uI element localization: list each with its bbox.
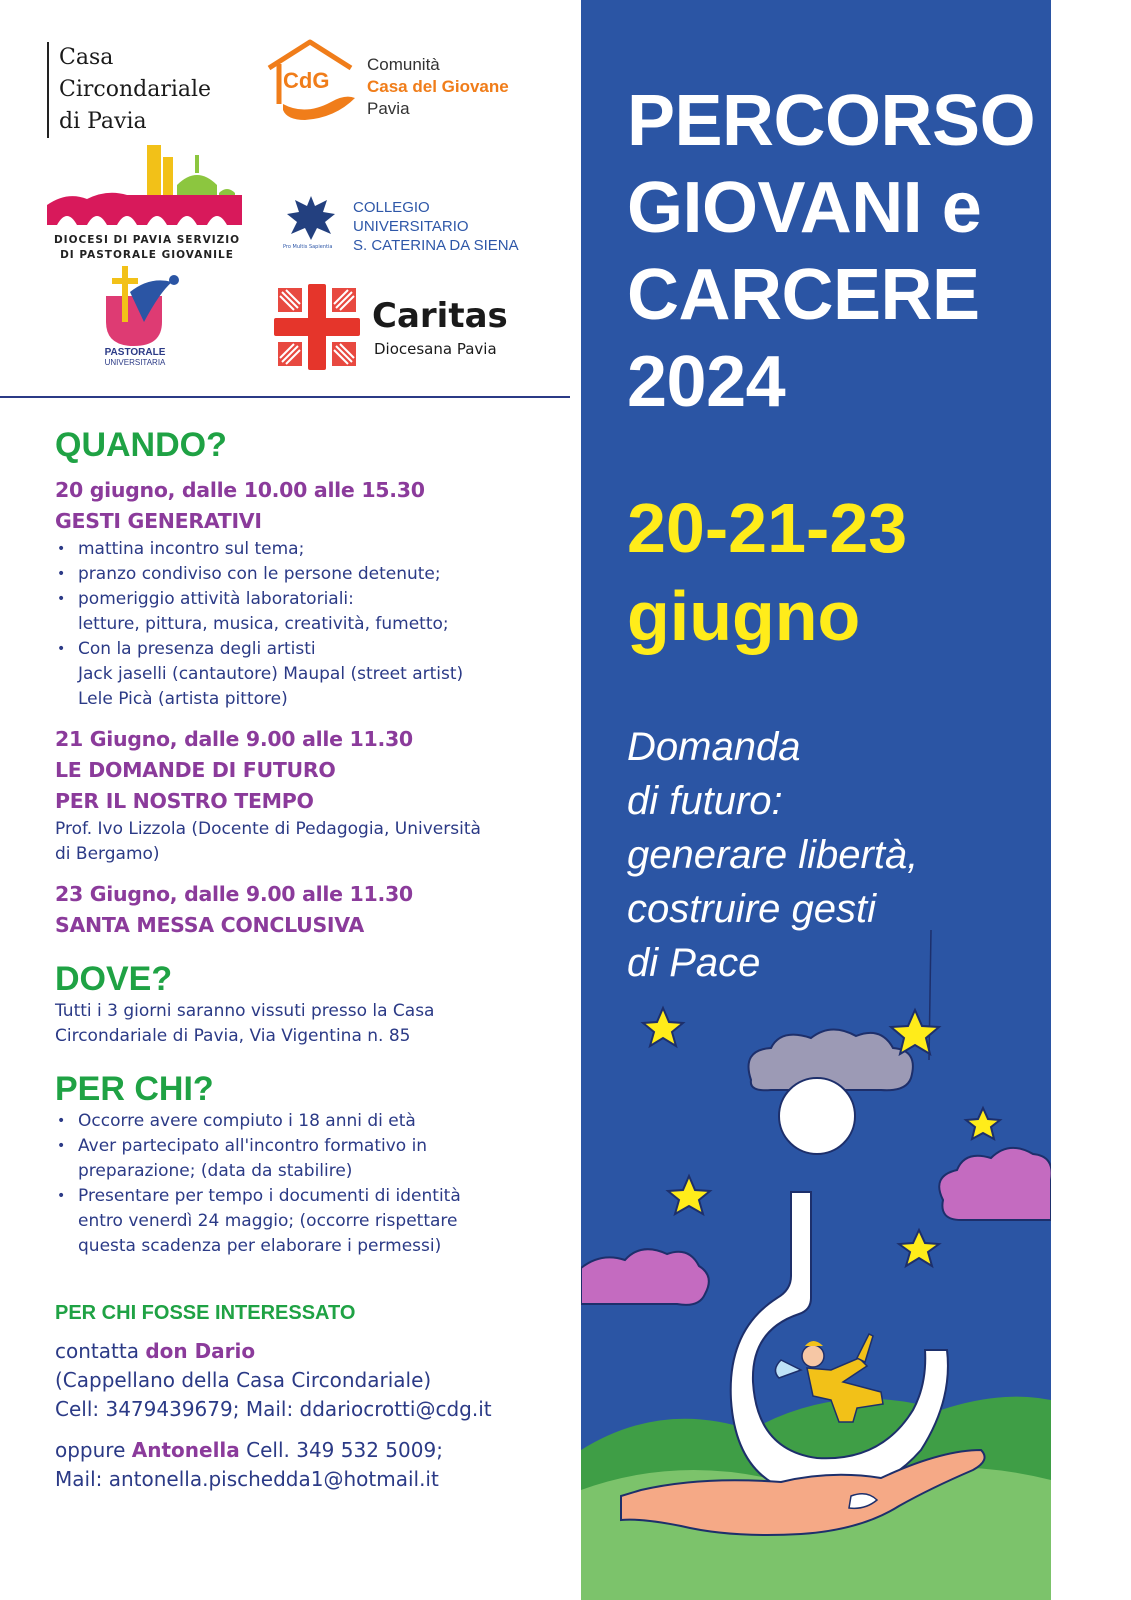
event-title xyxy=(627,78,1047,426)
collegio-line2: UNIVERSITARIO xyxy=(353,218,469,235)
contact-prefix: oppure xyxy=(55,1438,132,1462)
list-item xyxy=(55,587,555,637)
list-item-text: • Aver partecipato all'incontro formativo in xyxy=(78,1136,428,1156)
list-item-text: preparazione; (data da stabilire) xyxy=(78,1161,353,1181)
list-item-text: mattina incontro sul tema; xyxy=(78,539,305,559)
logo-cdg xyxy=(265,38,555,126)
header-divider xyxy=(0,396,570,398)
title-panel xyxy=(581,0,1051,1600)
cdg-line2: Casa del Giovane xyxy=(367,77,509,96)
day2-date: 21 Giugno, dalle 9.00 alle 11.30 xyxy=(55,727,413,751)
caritas-cross-icon xyxy=(272,282,362,372)
collegio-line1: COLLEGIO xyxy=(353,199,430,216)
list-item xyxy=(55,562,555,587)
list-item xyxy=(55,1184,555,1259)
event-dates xyxy=(627,484,907,660)
list-item-text: • Presentare per tempo i documenti di identità xyxy=(78,1186,461,1206)
pastorale-cross-icon xyxy=(100,262,190,348)
list-item-text: entro venerdì 24 maggio; (occorre rispettare xyxy=(78,1211,458,1231)
quando-heading: QUANDO? xyxy=(55,426,227,464)
moon-icon xyxy=(779,1078,855,1154)
list-item-text: Occorre avere compiuto i 18 anni di età xyxy=(78,1111,416,1131)
collegio-text xyxy=(353,198,519,255)
logo-caritas xyxy=(272,282,542,377)
day2-title-line1: LE DOMANDE DI FUTURO xyxy=(55,758,336,782)
dove-line2: Circondariale di Pavia, Via Vigentina n. 85 xyxy=(55,1026,411,1046)
dates-month: giugno xyxy=(627,577,861,655)
logo-pastorale-universitaria xyxy=(100,262,190,372)
logo-casa-circondariale xyxy=(47,42,227,138)
theme-line: Domanda xyxy=(627,725,801,769)
contact-mail[interactable]: Mail: antonella.pischedda1@hotmail.it xyxy=(55,1467,439,1491)
day2-speaker-line1: Prof. Ivo Lizzola (Docente di Pedagogia, Università xyxy=(55,819,481,839)
theme-line: generare libertà, xyxy=(627,833,919,877)
list-item-text: questa scadenza per elaborare i permessi) xyxy=(78,1236,442,1256)
list-item-text: • pomeriggio attività laboratoriali: xyxy=(78,589,354,609)
diocesi-skyline-icon xyxy=(47,145,247,233)
list-item-text: • Con la presenza degli artisti xyxy=(78,639,316,659)
logo-collegio xyxy=(283,192,543,262)
day1-list xyxy=(55,537,555,712)
title-line: 2024 xyxy=(627,342,786,422)
contact-prefix: contatta xyxy=(55,1339,146,1363)
contact-name-dario: don Dario xyxy=(145,1339,256,1363)
contact-role: (Cappellano della Casa Circondariale) xyxy=(55,1368,432,1392)
list-item-text: Jack jaselli (cantautore) Maupal (street artist) xyxy=(78,664,464,684)
dates-line: 20-21-23 xyxy=(627,489,908,567)
cdg-text xyxy=(367,54,509,120)
caritas-sub: Diocesana Pavia xyxy=(374,340,497,358)
collegio-line3: S. CATERINA DA SIENA xyxy=(353,237,519,254)
logo-text: Circondariale xyxy=(59,77,212,102)
cloud-right-icon xyxy=(939,1148,1051,1220)
title-line: CARCERE xyxy=(627,255,980,335)
cdg-line3: Pavia xyxy=(367,99,410,118)
contact-phone[interactable]: Cell. 349 532 5009; xyxy=(239,1438,443,1462)
cloud-left-icon xyxy=(581,1249,709,1305)
theme-line: di futuro: xyxy=(627,779,783,823)
cdg-line1: Comunità xyxy=(367,55,440,74)
day3-title: SANTA MESSA CONCLUSIVA xyxy=(55,913,364,937)
diocesi-caption xyxy=(47,233,247,263)
eagle-crest-icon xyxy=(283,192,339,244)
day1-title: GESTI GENERATIVI xyxy=(55,509,262,533)
contatti-heading: PER CHI FOSSE INTERESSATO xyxy=(55,1302,356,1324)
list-item xyxy=(55,537,555,562)
caritas-name: Caritas xyxy=(372,296,508,336)
diocesi-line2: DI PASTORALE GIOVANILE xyxy=(60,249,234,261)
contact-phone-mail[interactable]: Cell: 3479439679; Mail: ddariocrotti@cdg.it xyxy=(55,1397,492,1421)
dove-heading: DOVE? xyxy=(55,960,173,998)
diocesi-line1: DIOCESI DI PAVIA SERVIZIO xyxy=(53,234,241,246)
pastorale-line2: UNIVERSITARIA xyxy=(104,358,166,367)
day1-date: 20 giugno, dalle 10.00 alle 15.30 xyxy=(55,478,425,502)
title-line: GIOVANI e xyxy=(627,168,982,248)
list-item-text: letture, pittura, musica, creatività, fumetto; xyxy=(78,614,449,634)
cdg-house-icon xyxy=(265,38,365,126)
question-mark-illustration xyxy=(581,930,1051,1600)
logo-text: Casa xyxy=(59,45,114,70)
day3-date: 23 Giugno, dalle 9.00 alle 11.30 xyxy=(55,882,413,906)
day2-speaker-line2: di Bergamo) xyxy=(55,844,160,864)
list-item xyxy=(55,1134,555,1184)
contact-name-antonella: Antonella xyxy=(131,1438,240,1462)
contact-dario xyxy=(55,1337,555,1424)
event-details xyxy=(55,425,555,1494)
per-chi-heading: PER CHI? xyxy=(55,1070,214,1108)
logo-text: di Pavia xyxy=(59,109,147,134)
theme-line: costruire gesti xyxy=(627,887,876,931)
per-chi-list xyxy=(55,1109,555,1259)
list-item xyxy=(55,637,555,712)
list-item-text: pranzo condiviso con le persone detenute; xyxy=(78,564,441,584)
list-item-text: Lele Picà (artista pittore) xyxy=(78,689,288,709)
collegio-motto: Pro Multis Sapientia xyxy=(283,244,333,250)
title-line: PERCORSO xyxy=(627,81,1036,161)
cdg-mark: CdG xyxy=(283,68,330,93)
contact-antonella xyxy=(55,1436,555,1494)
list-item xyxy=(55,1109,555,1134)
day2-title-line2: PER IL NOSTRO TEMPO xyxy=(55,789,314,813)
theme-line: di Pace xyxy=(627,941,761,985)
logo-diocesi xyxy=(47,145,247,265)
pastorale-caption xyxy=(100,348,170,368)
dove-line1: Tutti i 3 giorni saranno vissuti presso la Casa xyxy=(55,1001,435,1021)
pastorale-line1: PASTORALE xyxy=(104,347,166,358)
